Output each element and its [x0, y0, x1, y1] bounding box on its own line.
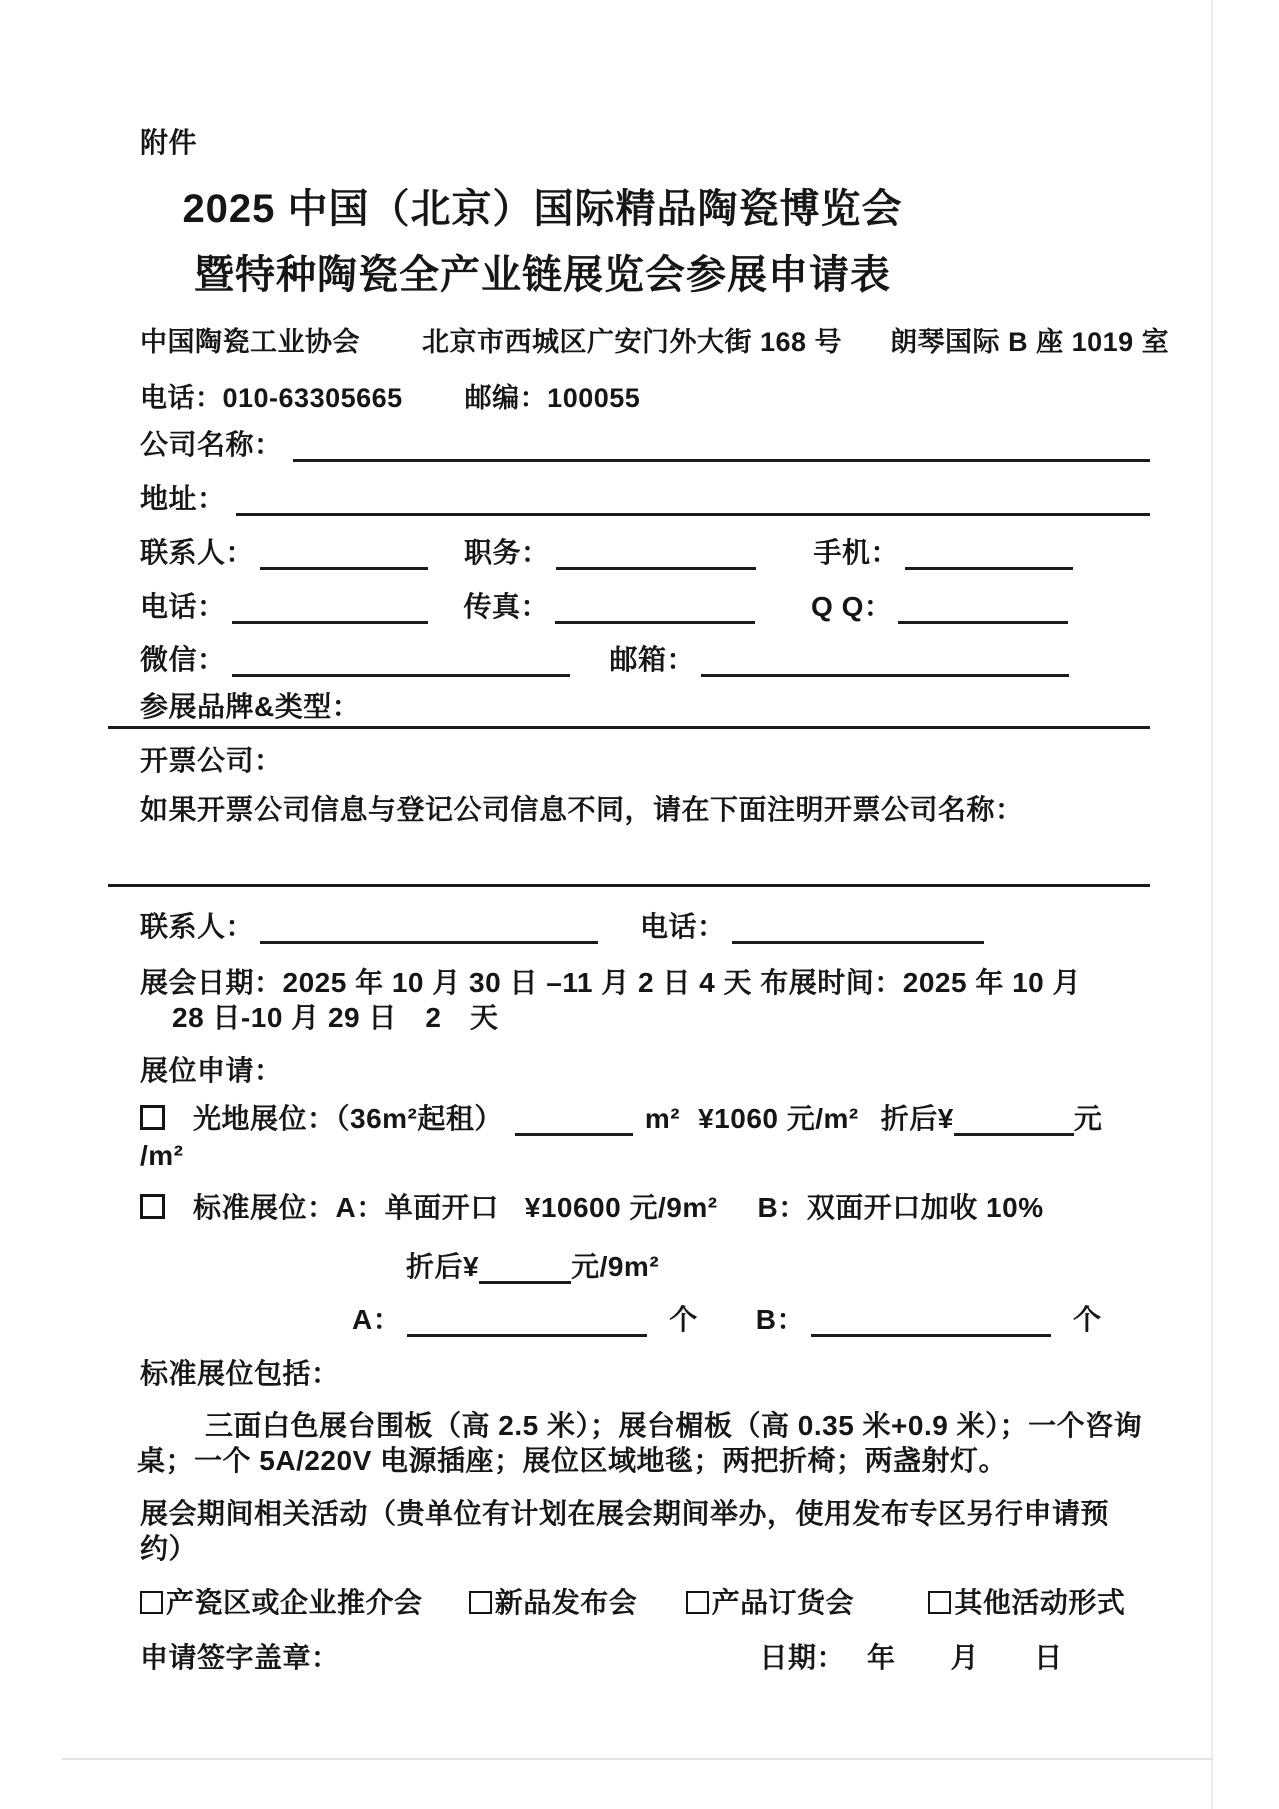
organizer-address: 北京市西城区广安门外大街 168 号: [422, 327, 843, 357]
raw-space-discount-prefix: 折后¥: [880, 1103, 954, 1134]
company-name-row: [140, 428, 1150, 462]
activity-2-label: 新品发布会: [494, 1587, 638, 1618]
invoice-company-blank[interactable]: [108, 856, 1150, 887]
organizer-line: [140, 326, 1169, 359]
organizer-zip-label: 邮编：: [464, 383, 548, 413]
activity-2-checkbox[interactable]: [469, 1591, 492, 1614]
qty-a-blank[interactable]: [407, 1306, 647, 1337]
mobile-blank[interactable]: [905, 539, 1073, 570]
qty-a-unit: 个: [669, 1304, 698, 1335]
qq-label: Q Q：: [811, 591, 893, 622]
raw-space-checkbox[interactable]: [140, 1105, 165, 1130]
activities-intro-line1: 展会期间相关活动（贵单位有计划在展会期间举办，使用发布专区另行申请预: [140, 1498, 1110, 1529]
page-title-line2: 暨特种陶瓷全产业链展览会参展申请表: [194, 253, 891, 297]
raw-space-wrap: /m²: [140, 1140, 184, 1171]
organizer-zip-value: 100055: [547, 383, 641, 413]
organizer-contact-line: [140, 382, 640, 415]
fax-blank[interactable]: [555, 593, 755, 624]
title-blank[interactable]: [556, 539, 756, 570]
date-label: 日期：: [759, 1642, 846, 1673]
raw-space-discount-unit: 元: [1073, 1103, 1103, 1134]
address-blank[interactable]: [236, 485, 1150, 516]
wechat-blank[interactable]: [232, 646, 570, 677]
qq-blank[interactable]: [898, 593, 1068, 624]
invoice-company-label: 开票公司：: [140, 745, 283, 776]
address-label: 地址：: [140, 483, 226, 514]
activity-option-3[interactable]: [686, 1587, 855, 1618]
qty-b-label: B：: [755, 1304, 805, 1335]
activities-intro-line2: 约）: [140, 1533, 198, 1564]
email-blank[interactable]: [701, 646, 1069, 677]
title-label: 职务：: [464, 537, 550, 568]
qty-b-unit: 个: [1072, 1304, 1102, 1335]
raw-space-discount-blank[interactable]: [954, 1105, 1074, 1136]
date-month-label: 月: [950, 1642, 980, 1673]
phone-blank[interactable]: [232, 593, 428, 624]
schedule-line2: 28 日-10 月 29 日 2 天: [172, 1002, 499, 1033]
booth-quantity-row: [352, 1303, 1102, 1337]
standard-booth-option-a: A：单面开口: [335, 1192, 499, 1223]
invoice-contact-label: 联系人：: [140, 911, 255, 942]
raw-space-price: ¥1060 元/m²: [698, 1103, 859, 1134]
brand-type-row[interactable]: [108, 690, 1150, 729]
raw-space-area-blank[interactable]: [515, 1105, 633, 1136]
standard-booth-checkbox[interactable]: [140, 1194, 165, 1219]
brand-type-label: 参展品牌&类型：: [140, 691, 361, 722]
wechat-label: 微信：: [140, 644, 226, 675]
activity-4-checkbox[interactable]: [928, 1591, 951, 1614]
invoice-contact-blank[interactable]: [260, 913, 598, 944]
standard-discount-prefix: 折后¥: [406, 1251, 480, 1282]
activity-3-checkbox[interactable]: [686, 1591, 709, 1614]
date-year-label: 年: [867, 1642, 896, 1673]
scan-edge-line: [1211, 0, 1213, 1809]
schedule-line1: 展会日期：2025 年 10 月 30 日 –11 月 2 日 4 天 布展时间：2025 年 10 月: [140, 967, 1082, 998]
company-name-blank[interactable]: [293, 431, 1150, 462]
includes-line2: 桌；一个 5A/220V 电源插座；展位区域地毯；两把折椅；两盏射灯。: [137, 1445, 1008, 1476]
phone-label: 电话：: [140, 591, 226, 622]
attachment-label: 附件: [140, 127, 198, 158]
includes-label: 标准展位包括：: [140, 1358, 340, 1389]
activity-4-label: 其他活动形式: [954, 1587, 1126, 1618]
organizer-name: 中国陶瓷工业协会: [140, 327, 360, 357]
standard-discount-unit: 元/9m²: [571, 1251, 660, 1282]
company-name-label: 公司名称：: [140, 429, 283, 460]
organizer-tel-label: 电话：: [140, 383, 223, 413]
activity-1-checkbox[interactable]: [140, 1591, 163, 1614]
includes-line1: 三面白色展台围板（高 2.5 米）；展台楣板（高 0.35 米+0.9 米）；一个咨询: [205, 1410, 1143, 1441]
qty-a-label: A：: [352, 1304, 402, 1335]
activities-options-row: [140, 1586, 1125, 1620]
contact-blank[interactable]: [260, 539, 428, 570]
fax-label: 传真：: [463, 591, 550, 622]
invoice-phone-blank[interactable]: [732, 913, 984, 944]
scan-bottom-line: [62, 1758, 1212, 1760]
qty-b-blank[interactable]: [811, 1306, 1051, 1337]
activity-3-label: 产品订货会: [711, 1587, 855, 1618]
email-label: 邮箱：: [609, 644, 696, 675]
standard-discount-row: [406, 1250, 659, 1284]
activity-1-label: 产瓷区或企业推介会: [166, 1587, 423, 1618]
activity-option-2[interactable]: [469, 1587, 638, 1618]
signature-row: [140, 1641, 1150, 1675]
contact-label: 联系人：: [140, 537, 255, 568]
page-title-line1: 2025 中国（北京）国际精品陶瓷博览会: [182, 187, 903, 231]
standard-booth-row: [140, 1191, 1044, 1225]
activity-option-1[interactable]: [140, 1587, 423, 1618]
raw-space-unit: m²: [644, 1103, 681, 1134]
contact-row: [140, 536, 1073, 570]
standard-booth-label: 标准展位：: [193, 1192, 336, 1223]
activity-option-4[interactable]: [928, 1587, 1125, 1618]
signature-label: 申请签字盖章：: [140, 1642, 340, 1673]
invoice-note: 如果开票公司信息与登记公司信息不同，请在下面注明开票公司名称：: [140, 794, 1024, 825]
organizer-tel-value: 010-63305665: [222, 383, 403, 413]
mobile-label: 手机：: [813, 537, 900, 568]
standard-booth-option-b: B：双面开口加收 10%: [757, 1192, 1044, 1223]
raw-space-label: 光地展位：（36m²起租）: [193, 1103, 503, 1134]
date-day-label: 日: [1034, 1642, 1063, 1673]
raw-space-row: [140, 1102, 1102, 1136]
organizer-room: 朗琴国际 B 座 1019 室: [890, 327, 1170, 357]
invoice-phone-label: 电话：: [640, 911, 726, 942]
invoice-contact-row: [140, 910, 984, 944]
booth-section-label: 展位申请：: [140, 1055, 283, 1086]
wechat-row: [140, 643, 1069, 677]
standard-booth-price-a: ¥10600 元/9m²: [524, 1192, 718, 1223]
phone-row: [140, 590, 1068, 624]
standard-discount-blank[interactable]: [479, 1253, 571, 1284]
address-row: [140, 482, 1150, 516]
